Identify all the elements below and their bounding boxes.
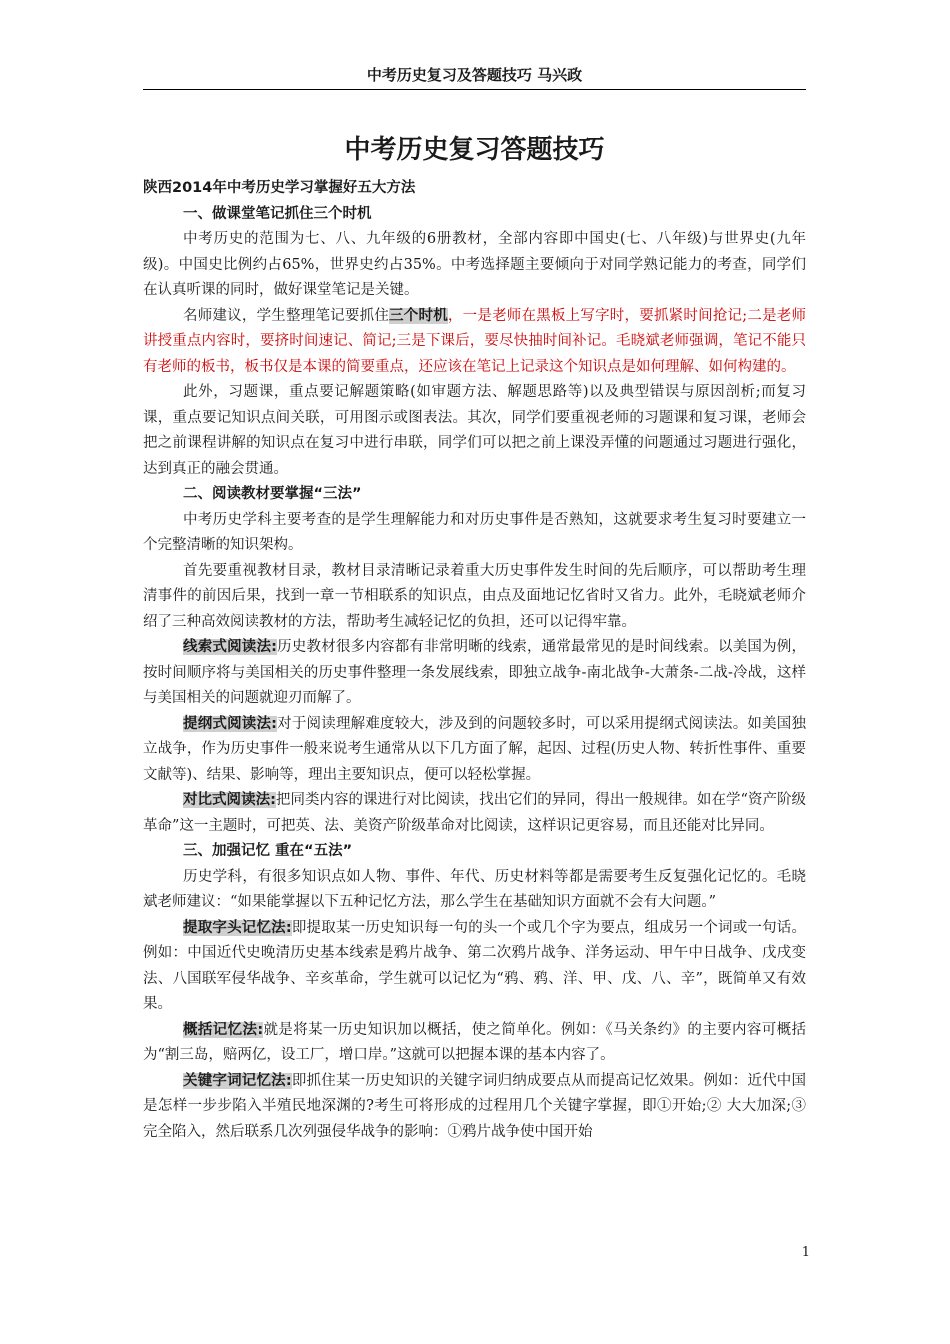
document-body — [143, 176, 806, 1145]
method-text: 即抓住某一历史知识的关键字词归纳成要点从而提高记忆效果。例如：近代中国是怎样一步步陷入半殖民地深渊的?考生可将形成的过程用几个关键字掌握，即①开始;② 大大加深;③ 完全陷入，然后联系几次列强侵华战争的影响：①鸦片战争使中国开始 — [143, 1072, 806, 1140]
method-summary-memory — [143, 1018, 806, 1069]
section3-paragraph-1: 历史学科，有很多知识点如人物、事件、年代、历史材料等都是需要考生反复强化记忆的。毛晓斌老师建议：“如果能掌握以下五种记忆方法，那么学生在基础知识方面就不会有大问题。” — [143, 868, 806, 910]
section2-paragraph-1: 中考历史学科主要考查的是学生理解能力和对历史事件是否熟知，这就要求考生复习时要建立一个完整清晰的知识架构。 — [143, 511, 806, 553]
method-label: 对比式阅读法: — [183, 792, 276, 808]
red-emphasis-text: ，一是老师在黑板上写字时，要抓紧时间抢记;二是老师讲授重点内容时，要挤时间速记、简记;三是下课后，要尽快抽时间补记。毛晓斌老师强调，笔记不能只有老师的板书，板书仅是本课的简要重点，还应该在笔记上记录这个知识点是如何理解、如何构建的。 — [143, 307, 807, 375]
method-initials-memory — [143, 916, 806, 1018]
method-text: 即提取某一历史知识每一句的头一个或几个字为要点，组成另一个词或一句话。例如：中国近代史晚清历史基本线索是鸦片战争、第二次鸦片战争、洋务运动、甲午中日战争、戊戌变法、八国联军侵华战争、辛亥革命，学生就可以记忆为“鸦、鸦、洋、甲、戊、八、辛”，既简单又有效果。 — [143, 919, 806, 1012]
method-compare-reading — [143, 788, 806, 839]
highlight-three-timings: 三个时机 — [389, 307, 448, 324]
method-label: 关键字词记忆法: — [183, 1072, 292, 1089]
method-label: 线索式阅读法: — [183, 639, 277, 655]
method-text: 把同类内容的课进行对比阅读，找出它们的异同，得出一般规律。如在学“资产阶级革命”这一主题时，可把英、法、美资产阶级革命对比阅读，这样识记更容易，而且还能对比异同。 — [143, 792, 806, 834]
header-rule — [143, 89, 806, 90]
page-number: 1 — [801, 1245, 810, 1260]
method-text: 就是将某一历史知识加以概括，使之简单化。例如：《马关条约》的主要内容可概括为“割三岛，赔两亿，设工厂，增口岸。”这就可以把握本课的基本内容了。 — [143, 1021, 806, 1063]
section1-paragraph-3: 此外，习题课，重点要记解题策略(如审题方法、解题思路等)以及典型错误与原因剖析;而复习课，重点要记知识点间关联，可用图示或图表法。其次，同学们要重视老师的习题课和复习课，老师会把之前课程讲解的知识点在复习中进行串联，同学们可以把之前上课没弄懂的问题通过习题进行强化，达到真正的融会贯通。 — [143, 384, 806, 477]
method-label: 提取字头记忆法: — [183, 919, 292, 936]
method-outline-reading — [143, 712, 806, 789]
method-text: 对于阅读理解难度较大，涉及到的问题较多时，可以采用提纲式阅读法。如美国独立战争，作为历史事件一般来说考生通常从以下几方面了解，起因、过程(历史人物、转折性事件、重要文献等)、结果、影响等，理出主要知识点，便可以轻松掌握。 — [143, 715, 806, 783]
running-header: 中考历史复习及答题技巧 马兴政 — [366, 66, 583, 84]
section3-heading: 三、加强记忆 重在“五法” — [183, 843, 353, 859]
section1-paragraph-2 — [143, 304, 806, 381]
section2-heading: 二、阅读教材要掌握“三法” — [183, 486, 362, 502]
section2-paragraph-2: 首先要重视教材目录，教材目录清晰记录着重大历史事件发生时间的先后顺序，可以帮助考生理清事件的前因后果，找到一章一节相联系的知识点，由点及面地记忆省时又省力。此外，毛晓斌老师介绍了三种高效阅读教材的方法，帮助考生减轻记忆的负担，还可以记得牢靠。 — [143, 562, 806, 630]
method-text: 历史教材很多内容都有非常明晰的线索，通常最常见的是时间线索。以美国为例，按时间顺序将与美国相关的历史事件整理一条发展线索，即独立战争-南北战争-大萧条-二战-冷战，这样与美国相关的问题就迎刃而解了。 — [143, 639, 806, 706]
method-label: 提纲式阅读法: — [183, 715, 277, 732]
method-label: 概括记忆法: — [183, 1021, 264, 1038]
p2-lead-text: 名师建议，学生整理笔记要抓住 — [183, 307, 390, 324]
method-keyword-memory — [143, 1069, 806, 1146]
method-clue-reading — [143, 635, 806, 712]
article-subtitle: 陕西2014年中考历史学习掌握好五大方法 — [143, 180, 416, 196]
section1-heading: 一、做课堂笔记抓住三个时机 — [183, 205, 372, 222]
section1-paragraph-1: 中考历史的范围为七、八、九年级的6册教材，全部内容即中国史(七、八年级)与世界史(九年级)。中国史比例约占65%，世界史约占35%。中考选择题主要倾向于对同学熟记能力的考查，同学们在认真听课的同时，做好课堂笔记是关键。 — [143, 231, 806, 298]
document-title: 中考历史复习答题技巧 — [344, 135, 605, 165]
